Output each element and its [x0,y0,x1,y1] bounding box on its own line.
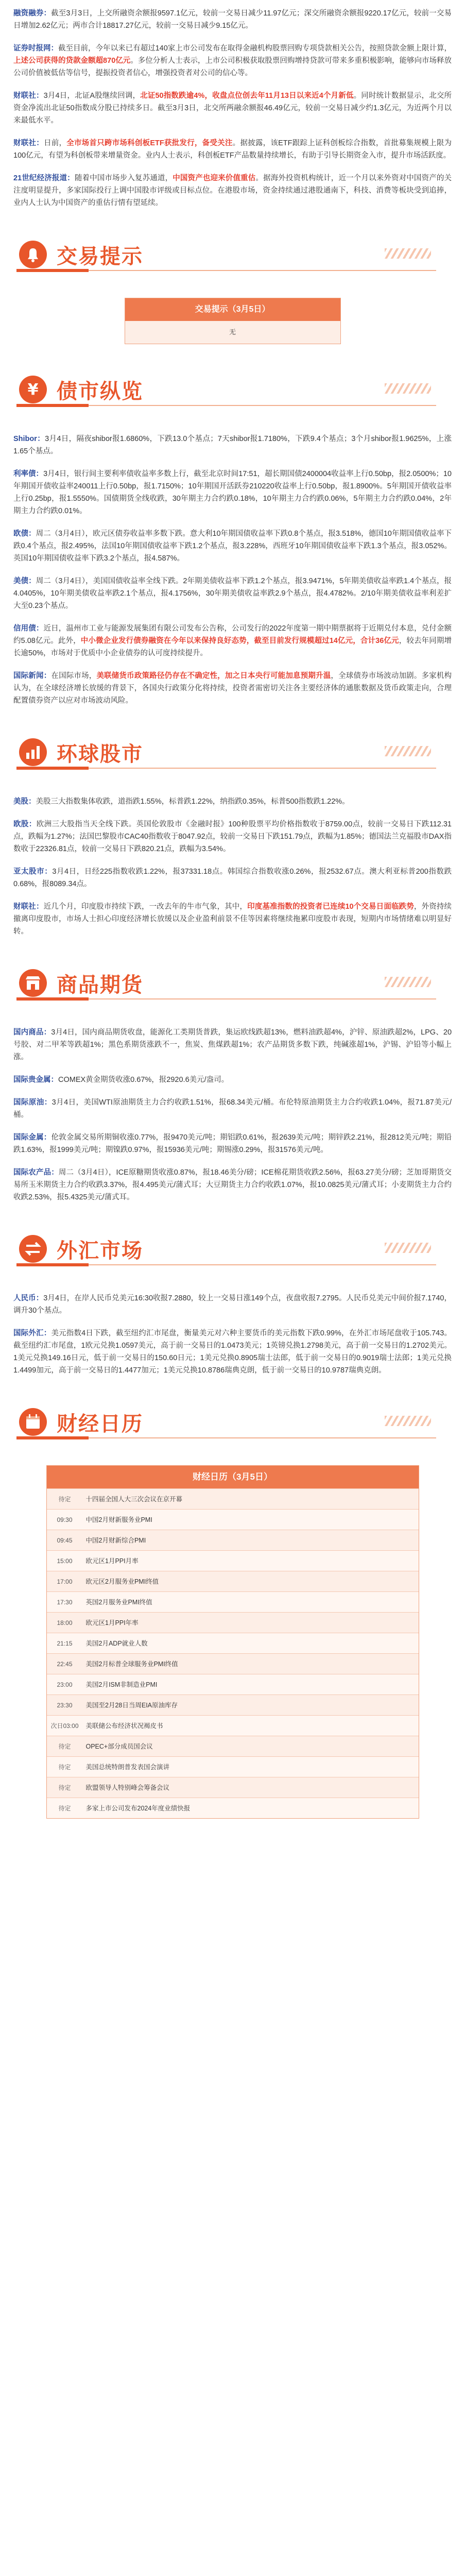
calendar-row [47,1530,419,1550]
para-text: 3月4日，美国WTI原油期货主力合约收跌1.51%，报68.34美元/桶。布伦特原油期货主力合约收跌1.04%，报71.87美元/桶。 [13,1098,452,1119]
global-paragraph-3 [13,901,452,938]
para-highlight: 中国资产也迎来价值重估 [173,174,256,182]
intro-paragraph-3 [13,137,452,162]
para-lead: 证券时报网： [13,44,59,53]
para-lead: 国际新闻： [13,672,51,680]
calendar-event: 美国至2月28日当周EIA原油库存 [85,1701,178,1709]
para-lead: 信用债： [13,624,44,633]
decor-stripes [385,746,431,756]
calendar-event: 欧盟领导人特别峰会筹备会议 [85,1784,170,1791]
calendar-event: 欧元区1月PPI月率 [85,1557,139,1565]
para-lead: 欧股： [13,820,37,828]
para-highlight: 印度基准指数的投资者已连续10个交易日面临跌势 [247,903,414,911]
para-highlight: 北证50指数跌逾4%，收盘点位创去年11月13日以来近4个月新低 [140,92,354,100]
para-text: COMEX黄金期货收涨0.67%，报2920.6美元/盎司。 [58,1076,229,1084]
section-title: 财经日历 [57,1412,143,1435]
section-title: 交易提示 [57,245,143,268]
global-paragraph-2 [13,866,452,890]
para-highlight: 美联储货币政策路径仍存在不确定性，加之日本央行可能加息预期升温 [96,672,331,680]
para-text: 美元指数4日下跌，截至纽约汇市尾盘，衡量美元对六种主要货币的美元指数下跌0.99%，在外汇市场尾盘收于105.743。截至纽约汇市尾盘，1欧元兑换1.0597美元，高于前一交易日的1.0473美元；1英镑兑换1.2798美元，高于前一交易日的1.2702美元。1美元兑换149.16日元，低于前一交易日的150.60日元；1美元兑换0.8905瑞士法郎，低于前一交易日的0.9019瑞士法郎；1美元兑换1.4499加元，高于前一交易日的1.4477加元；1美元兑换10.8786瑞典克朗，低于前一交易日的10.9787瑞典克朗。 [13,1329,452,1375]
calendar-event: 欧元区2月服务业PMI终值 [85,1578,159,1585]
calendar-time: 待定 [58,1764,71,1771]
exchange-icon [16,1232,49,1265]
para-text: 3月4日，隔夜shibor报1.6860%，下跌13.0个基点；7天shibor报1.7180%，下跌9.4个基点；3个月shibor报1.9625%，上涨1.65个基点。 [13,435,452,455]
futures-paragraph-4 [13,1166,452,1204]
para-text: 日前， [43,139,67,147]
calendar-time: 09:45 [57,1536,73,1544]
bond-paragraph-0 [13,433,452,457]
calendar-table-body [47,1488,419,1818]
bond-paragraph-5 [13,670,452,707]
section-divider [16,405,436,406]
section-header-fx [13,1217,452,1281]
intro-paragraph-2 [13,90,452,127]
para-text: 美股三大指数集体收跌，道指跌1.55%，标普跌1.22%，纳指跌0.35%，标普500指数跌1.22%。 [36,798,350,806]
para-tail: 。同时统计数据显示，北交所资金净流出北证50指数成分股已持续多日。截至3月3日，北交所两融余额报46.49亿元，较前一交易日减少约1.3亿元，为近两个月以来最低水平。 [13,92,452,125]
calendar-time: 待定 [58,1805,71,1812]
calendar-row [47,1571,419,1591]
global-paragraph-1 [13,818,452,855]
para-text: 周二（3月4日），欧元区债券收益率多数下跌。意大利10年期国债收益率下跌0.8个基点，报3.518%，德国10年期国债收益率下跌0.4个基点，报2.495%，法国10年期国债收益率下跌1.2个基点，报3.228%，西班牙10年期国债收益率下跌1.3个基点，报3.052%。英国10年期国债收益率下跌3.2个基点，报4.587%。 [13,530,452,563]
calendar-time: 待定 [58,1743,71,1750]
para-text: 随着中国市场步入复苏通道， [74,174,173,182]
calendar-table-header: 财经日历（3月5日） [47,1466,419,1488]
calendar-time: 次日03:00 [50,1722,79,1730]
para-lead: 21世纪经济报道： [13,174,75,182]
calendar-time: 23:30 [57,1701,73,1709]
para-tail: 。多位分析人士表示，上市公司积极获取股票回购增持贷款可带来多重积极影响，能够向市场释放公司价值被低估等信号，提振投资者信心，增强投资者对公司的信心等。 [13,57,452,77]
section-title: 外汇市场 [57,1239,143,1262]
fx-paragraph-1 [13,1327,452,1377]
para-text: 在国际市场， [51,672,97,680]
para-text: 周二（3月4日），美国国债收益率全线下跌。2年期美债收益率下跌1.2个基点，报3.9471%，5年期美债收益率跌1.4个基点，报4.0405%，10年期美债收益率跌2.1个基点，报4.1756%，30年期美债收益率跌2.9个基点，报4.4782%。2/10年期美债收益率利差扩大至0.23个基点。 [13,577,452,610]
calendar-event: 十四届全国人大三次会议在京开幕 [85,1495,183,1503]
calendar-row [47,1488,419,1509]
calendar-time: 22:45 [57,1660,73,1668]
decor-stripes [385,1416,431,1426]
calendar-time: 23:00 [57,1681,73,1688]
para-lead: 亚太股市： [13,868,53,876]
para-text: 3月4日，在岸人民币兑美元16:30收报7.2880，较上一交易日涨149个点，夜盘收报7.2795。人民币兑美元中间价报7.1740，调升30个基点。 [13,1294,452,1315]
calendar-event: 中国2月财新服务业PMI [85,1516,152,1523]
decor-stripes [385,383,431,394]
calendar-icon [16,1405,49,1438]
para-lead: 融资融券： [13,9,51,18]
section-divider [16,1264,436,1265]
para-tail: ，全球债券市场波动加剧。多家机构认为，在全球经济增长放缓的背景下，各国央行政策分化将持续，投资者需密切关注各主要经济体的通胀数据及货币政策走向，合理配置债券资产以应对市场波动风险。 [13,672,452,705]
section-header-calendar [13,1390,452,1454]
section-divider [16,768,436,769]
calendar-time: 21:15 [57,1639,73,1647]
para-highlight: 中小微企业发行债券融资在今年以来保持良好态势，截至目前发行规模超过14亿元，合计36亿元 [80,637,399,645]
calendar-time: 17:00 [57,1578,73,1585]
para-lead: 人民币： [13,1294,44,1302]
calendar-row [47,1694,419,1715]
calendar-event: 美国2月ADP就业人数 [85,1639,148,1647]
para-lead: Shibor： [13,435,45,443]
para-lead: 国际原油： [13,1098,52,1107]
para-text: 周二（3月4日），ICE原糖期货收涨0.87%，报18.46美分/磅；ICE棉花期货收跌2.56%，报63.27美分/磅；芝加哥期货交易所玉米期货主力合约收跌3.37%，报4.495美元/蒲式耳；大豆期货主力合约收跌1.07%，报10.0825美元/蒲式耳；小麦期货主力合约收跌2.53%，报5.4325美元/蒲式耳。 [13,1168,452,1201]
section-title: 债市纵览 [57,380,143,403]
para-text: 近几个月，印度股市持续下跌，一改去年的牛市气象，其中， [43,903,248,911]
para-text: 3月4日，日经225指数收跌1.22%，报37331.18点。韩国综合指数收涨0.26%，报2532.67点。澳大利亚标普200指数跌0.68%，报8089.34点。 [13,868,452,888]
calendar-row [47,1550,419,1571]
calendar-row [47,1756,419,1777]
decor-stripes [385,977,431,987]
calendar-event: OPEC+部分成员国会议 [85,1742,153,1750]
para-tail: ，外资持续撤离印度股市，市场人士担心印度经济增长放缓以及企业盈利前景不佳等因素将继续拖累印度股市表现，短期内市场情绪难以明显好转。 [13,903,452,936]
calendar-event: 中国2月财新综合PMI [85,1536,146,1544]
tips-table-header: 交易提示（3月5日） [125,298,340,321]
calendar-event: 多家上市公司发布2024年度业绩快报 [85,1804,191,1812]
calendar-row [47,1591,419,1612]
para-text: 欧洲三大股指当天全线下跌。英国伦敦股市《金融时报》100种股票平均价格指数收于8759.00点，较前一交易日下跌112.31点，跌幅为1.27%；法国巴黎股市CAC40指数收于8047.92点，较前一交易日下跌151.79点，跌幅为1.85%；德国法兰克福股市DAX指数收于22326.81点，较前一交易日下跌820.21点，跌幅为3.54%。 [13,820,452,853]
global-block [13,795,452,938]
section-header-tips [13,223,452,286]
calendar-event: 美国总统特朗普发表国会演讲 [85,1763,170,1771]
calendar-row [47,1612,419,1633]
fx-block [13,1292,452,1377]
calendar-row [47,1736,419,1756]
para-lead: 国际金属： [13,1133,51,1142]
para-text: 3月4日，国内商品期货收盘，能源化工类期货普跌，集运欧线跌超13%，燃料油跌超4%，沪锌、原油跌超2%，LPG、20号胶、对二甲苯等跌超1%；黑色系期货涨跌不一，焦炭、焦煤跌超1%；农产品期货多数下跌，纯碱涨超1%，沪锡、沪铅等小幅上涨。 [13,1028,452,1061]
bond-paragraph-2 [13,528,452,565]
futures-paragraph-0 [13,1026,452,1063]
para-lead: 利率债： [13,470,44,478]
calendar-row [47,1509,419,1530]
para-lead: 欧债： [13,530,36,538]
calendar-time: 待定 [58,1496,71,1503]
section-header-bonds [13,358,452,421]
para-tail: 。据海外投资机构统计，近一个月以来外资对中国资产的关注度明显提升，多家国际投行上调中国股市评级或目标点位。在港股市场，资金持续通过港股通南下，科技、消费等板块受到追捧，业内人士认为中国资产的重估行情有望延续。 [13,174,452,207]
para-highlight: 全市场首只跨市场科创板ETF获批发行，备受关注 [66,139,233,147]
futures-block [13,1026,452,1204]
tips-table-cell: 无 [125,321,340,344]
futures-paragraph-3 [13,1131,452,1156]
para-text: 伦敦金属交易所期铜收涨0.77%，报9470美元/吨；期铝跌0.61%，报2639美元/吨；期锌跌2.21%，报2812美元/吨；期铅跌1.63%，报1999美元/吨；期镍跌0.97%，报15936美元/吨；期锡涨0.29%，报31576美元/吨。 [13,1133,452,1154]
bell-icon [16,238,49,271]
para-lead: 国际外汇： [13,1329,51,1337]
section-title: 环球股市 [57,742,143,766]
calendar-event: 美国2月标普全球服务业PMI终值 [85,1660,178,1668]
para-text: 3月4日，银行间主要利率债收益率多数上行，截至北京时间17:51，超长期国债2400004收益率上行0.50bp，报2.0500%；10年期国开债收益率240011上行0.50bp，报1.7150%；10年期国开活跃券210220收益率上行0.50bp，报1.8900%。5年期国开债收益率上行0.25bp，报1.5550%。国债期货全线收跌，30年期主力合约跌0.18%，10年期主力合约跌0.06%，5年期主力合约跌0.04%，2年期主力合约跌0.01%。 [13,470,452,515]
intro-paragraph-1 [13,42,452,79]
calendar-row [47,1653,419,1674]
section-header-global [13,720,452,784]
calendar-row [47,1798,419,1818]
calendar-time: 18:00 [57,1619,73,1626]
para-lead: 财联社： [13,903,44,911]
section-title: 商品期货 [57,973,143,996]
calendar-row [47,1777,419,1798]
bond-block [13,433,452,707]
para-lead: 国际贵金属： [13,1076,58,1084]
para-tail: 。据披露，该ETF跟踪上证科创板综合指数，首批募集规模上限为100亿元，有望为科创板带来增量资金。业内人士表示，科创板ETF产品数量持续增长，有助于引导长期资金入市，提升市场活跃度。 [13,139,452,160]
intro-block [13,0,452,209]
calendar-row [47,1633,419,1653]
para-lead: 国际农产品： [13,1168,59,1177]
para-lead: 美债： [13,577,36,585]
yuan-icon [16,373,49,406]
para-text: 截至3月3日，上交所融资余额报9597.1亿元，较前一交易日减少11.97亿元；深交所融资余额报9220.17亿元，较前一交易日增加2.62亿元；两市合计18817.27亿元，较前一交易日减少9.15亿元。 [13,9,452,30]
para-lead: 美股： [13,798,36,806]
futures-paragraph-1 [13,1074,452,1086]
shop-icon [16,967,49,999]
section-divider [16,998,436,999]
para-lead: 财联社： [13,92,44,100]
section-header-futures [13,951,452,1015]
fx-paragraph-0 [13,1292,452,1317]
calendar-time: 待定 [58,1784,71,1791]
calendar-time: 15:00 [57,1557,73,1565]
calendar-event: 英国2月服务业PMI终值 [85,1598,152,1606]
calendar-row [47,1674,419,1694]
bond-paragraph-1 [13,468,452,517]
global-paragraph-0 [13,795,452,808]
calendar-time: 17:30 [57,1598,73,1606]
tips-table [125,298,341,344]
para-text: 截至目前，今年以来已有超过140家上市公司发布在取得金融机构股票回购专项贷款相关公告，按照贷款金额上限计算， [58,44,452,53]
para-lead: 财联社： [13,139,44,147]
para-lead: 国内商品： [13,1028,51,1037]
para-tail: ，较去年同期增长逾50%，市场对于优质中小企业债券的认可度持续提升。 [13,637,452,657]
calendar-time: 09:30 [57,1516,73,1523]
calendar-row [47,1715,419,1736]
calendar-event: 美国2月ISM非制造业PMI [85,1681,158,1688]
decor-stripes [385,1243,431,1253]
bond-paragraph-4 [13,622,452,659]
intro-paragraph-4 [13,172,452,209]
trend-chart-icon [16,736,49,769]
bond-paragraph-3 [13,575,452,612]
futures-paragraph-2 [13,1096,452,1121]
calendar-event: 美联储公布经济状况褐皮书 [85,1722,163,1730]
intro-paragraph-0 [13,7,452,32]
calendar-event: 欧元区1月PPI年率 [85,1619,139,1626]
svg-text:¥: ¥ [27,381,39,399]
calendar-table [46,1465,419,1819]
para-text: 3月4日，北证A股继续回调， [43,92,141,100]
para-highlight: 上述公司获得的贷款金额超870亿元 [13,57,131,65]
decor-stripes [385,248,431,259]
section-divider [16,1437,436,1438]
para-text: 近日，温州市工业与能源发展集团有限公司发布公告称，公司发行的2022年度第一期中期票据将于近期兑付本息，兑付金额约5.08亿元。此外， [13,624,452,645]
section-divider [16,270,436,271]
